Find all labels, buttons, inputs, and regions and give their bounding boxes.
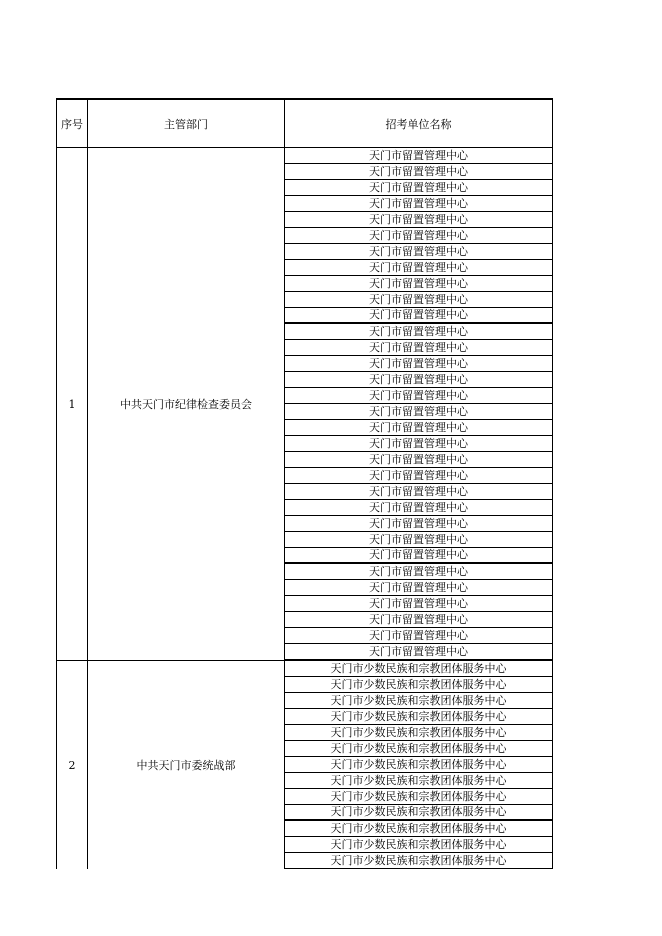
- unit-row: 天门市少数民族和宗教团体服务中心: [285, 661, 552, 677]
- unit-row: 天门市留置管理中心: [285, 148, 552, 164]
- unit-row: 天门市少数民族和宗教团体服务中心: [285, 837, 552, 853]
- header-seq: 序号: [57, 100, 88, 147]
- unit-row: 天门市留置管理中心: [285, 532, 552, 548]
- unit-row: 天门市留置管理中心: [285, 196, 552, 212]
- unit-row: 天门市留置管理中心: [285, 340, 552, 356]
- recruitment-table: [56, 98, 553, 869]
- unit-row: 天门市留置管理中心: [285, 484, 552, 500]
- header-unit: 招考单位名称: [385, 117, 452, 131]
- header-dept: 主管部门: [88, 100, 285, 147]
- group-dept: 中共天门市纪律检查委员会: [88, 148, 285, 660]
- unit-row: 天门市留置管理中心: [285, 580, 552, 596]
- unit-row: 天门市少数民族和宗教团体服务中心: [285, 757, 552, 773]
- unit-row: 天门市留置管理中心: [285, 404, 552, 420]
- unit-row: 天门市少数民族和宗教团体服务中心: [285, 773, 552, 789]
- unit-row: 天门市少数民族和宗教团体服务中心: [285, 853, 552, 869]
- unit-row: 天门市留置管理中心: [285, 468, 552, 484]
- unit-row: 天门市留置管理中心: [285, 420, 552, 436]
- unit-row: 天门市留置管理中心: [285, 308, 552, 324]
- unit-row: 天门市留置管理中心: [285, 564, 552, 580]
- unit-row: 天门市留置管理中心: [285, 436, 552, 452]
- unit-row: 天门市少数民族和宗教团体服务中心: [285, 741, 552, 757]
- unit-row: 天门市留置管理中心: [285, 548, 552, 564]
- table-header: [56, 98, 553, 148]
- group-dept: 中共天门市委统战部: [88, 661, 285, 869]
- unit-row: 天门市少数民族和宗教团体服务中心: [285, 821, 552, 837]
- unit-row: 天门市少数民族和宗教团体服务中心: [285, 693, 552, 709]
- unit-row: 天门市少数民族和宗教团体服务中心: [285, 677, 552, 693]
- unit-row: 天门市留置管理中心: [285, 644, 552, 660]
- unit-row: 天门市少数民族和宗教团体服务中心: [285, 709, 552, 725]
- unit-row: 天门市少数民族和宗教团体服务中心: [285, 725, 552, 741]
- unit-row: 天门市留置管理中心: [285, 324, 552, 340]
- unit-row: 天门市留置管理中心: [285, 500, 552, 516]
- group-units: [285, 661, 552, 869]
- unit-row: 天门市留置管理中心: [285, 388, 552, 404]
- unit-row: 天门市留置管理中心: [285, 180, 552, 196]
- unit-row: 天门市留置管理中心: [285, 244, 552, 260]
- unit-row: 天门市留置管理中心: [285, 228, 552, 244]
- unit-row: 天门市留置管理中心: [285, 292, 552, 308]
- unit-row: 天门市留置管理中心: [285, 516, 552, 532]
- group-1: [56, 148, 553, 661]
- group-seq: 2: [57, 661, 88, 869]
- unit-row: 天门市留置管理中心: [285, 596, 552, 612]
- unit-row: 天门市留置管理中心: [285, 164, 552, 180]
- unit-row: 天门市留置管理中心: [285, 372, 552, 388]
- unit-row: 天门市留置管理中心: [285, 276, 552, 292]
- unit-row: 天门市留置管理中心: [285, 260, 552, 276]
- unit-row: 天门市留置管理中心: [285, 612, 552, 628]
- unit-row: 天门市留置管理中心: [285, 356, 552, 372]
- group-2: [56, 661, 553, 869]
- unit-row: 天门市留置管理中心: [285, 212, 552, 228]
- unit-row: 天门市留置管理中心: [285, 452, 552, 468]
- group-units: [285, 148, 552, 660]
- unit-row: 天门市少数民族和宗教团体服务中心: [285, 805, 552, 821]
- unit-row: 天门市留置管理中心: [285, 628, 552, 644]
- group-seq: 1: [57, 148, 88, 660]
- unit-row: 天门市少数民族和宗教团体服务中心: [285, 789, 552, 805]
